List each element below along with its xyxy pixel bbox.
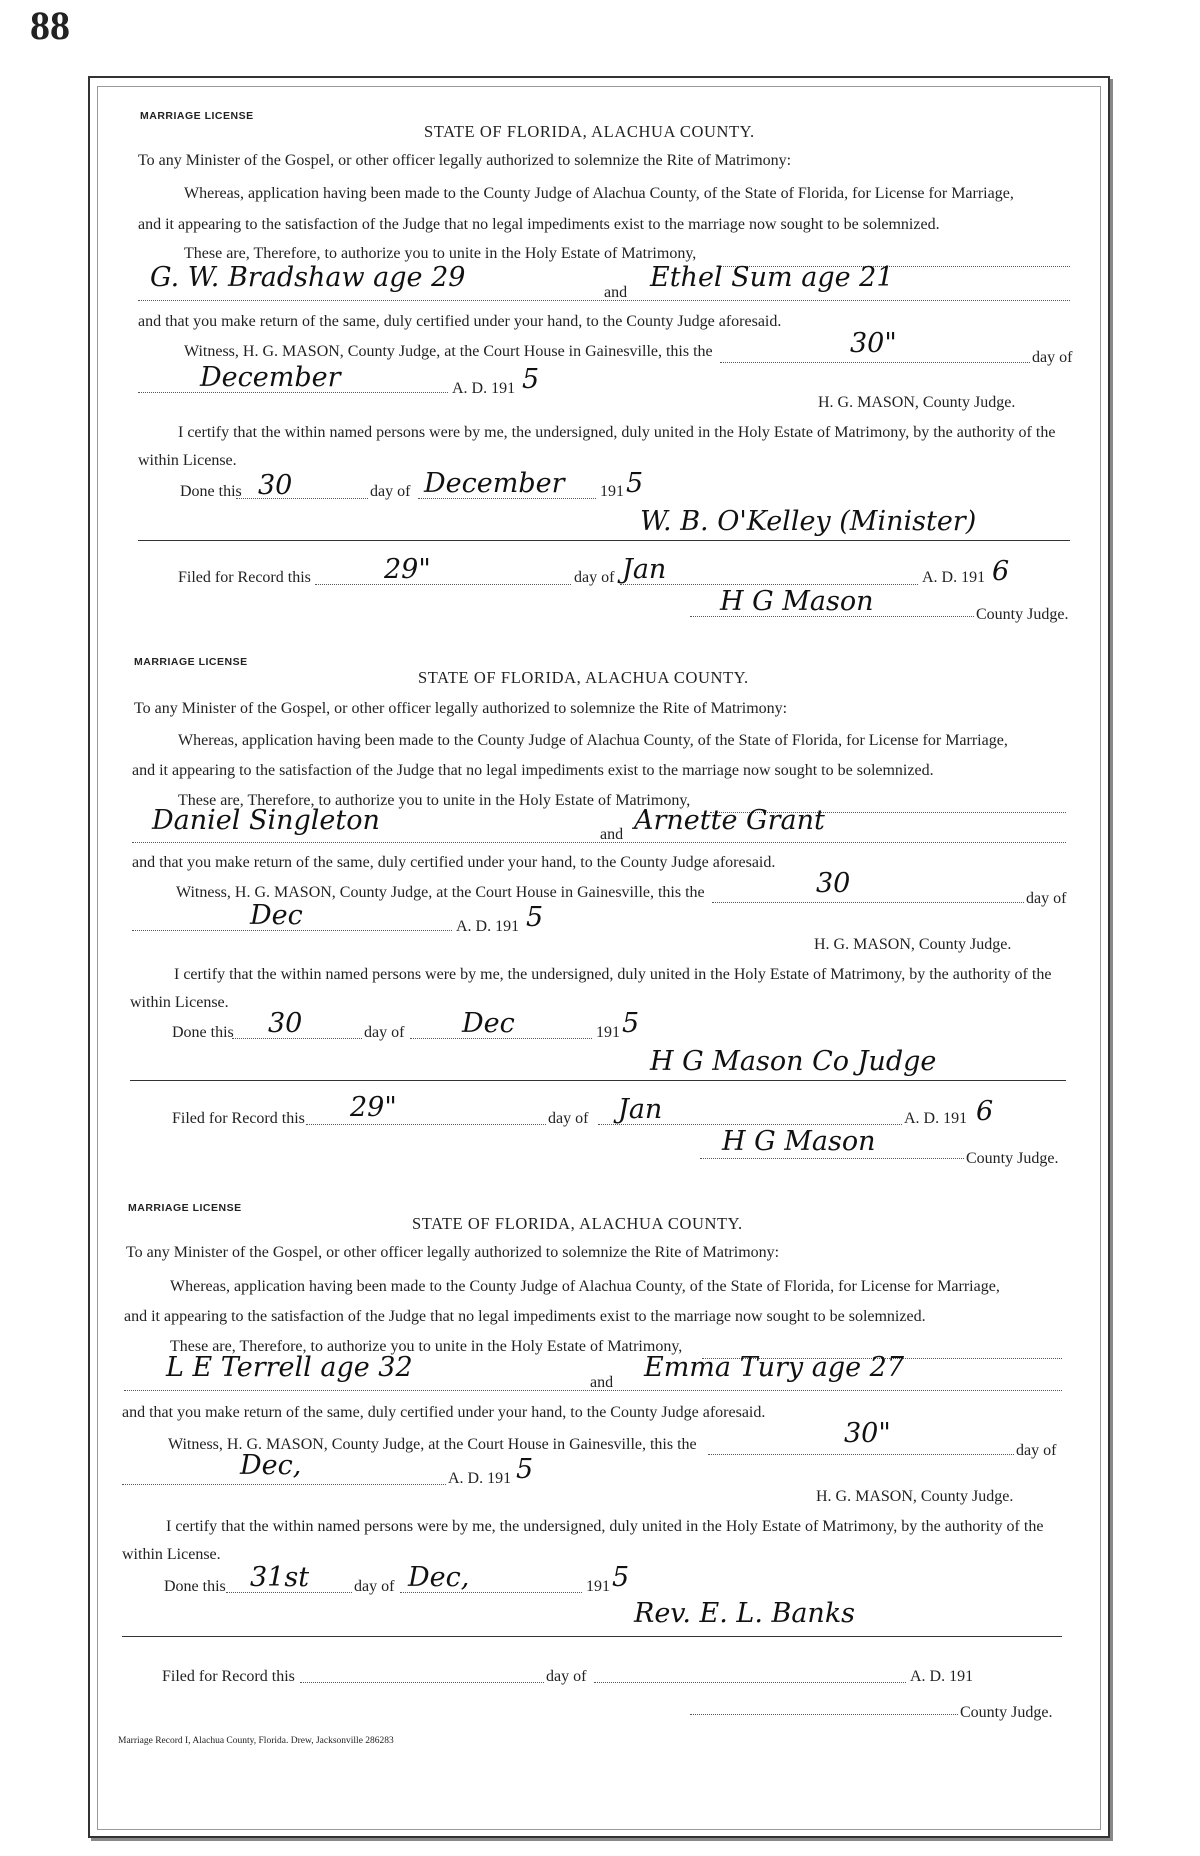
whereas-line-2: and it appearing to the satisfaction of the Judge that no legal impediments exist to the marriage now sought to be solemnized. [138, 216, 940, 233]
certify-line: I certify that the within named persons were by me, the undersigned, duly united in the Holy Estate of Matrimony, by the authority of the [174, 966, 1052, 983]
witness-line: Witness, H. G. MASON, County Judge, at the Court House in Gainesville, this the [168, 1436, 697, 1453]
bride-name: Ethel Sum age 21 [650, 262, 894, 293]
whereas-line-1: Whereas, application having been made to the County Judge of Alachua County, of the State of Florida, for License for Marriage, [178, 732, 1008, 749]
judge-signature-line: H. G. MASON, County Judge. [814, 936, 1012, 953]
witness-day: 30 [816, 868, 851, 899]
authorize-line: These are, Therefore, to authorize you to unite in the Holy Estate of Matrimony, [184, 245, 697, 262]
done-year-label: 191 [596, 1024, 620, 1041]
license-state-heading: STATE OF FLORIDA, ALACHUA COUNTY. [424, 122, 755, 141]
certify-line: I certify that the within named persons were by me, the undersigned, duly united in the Holy Estate of Matrimony, by the authority of the [178, 424, 1056, 441]
to-line: To any Minister of the Gospel, or other officer legally authorized to solemnize the Rite of Matrimony: [138, 152, 792, 169]
done-month: Dec [462, 1008, 515, 1039]
day-of-label: day of [1016, 1442, 1057, 1459]
filed-ad-label: A. D. 191 [904, 1110, 968, 1127]
within-license: within License. [122, 1546, 221, 1563]
witness-year-digit: 5 [522, 364, 540, 395]
filed-month: Jan [618, 1094, 663, 1125]
done-year-digit: 5 [612, 1562, 630, 1593]
filed-year-digit: 6 [992, 556, 1010, 587]
and-label: and [600, 826, 624, 843]
done-day-of-label: day of [364, 1024, 405, 1041]
within-license: within License. [130, 994, 229, 1011]
groom-name: Daniel Singleton [152, 805, 380, 836]
whereas-line-1: Whereas, application having been made to the County Judge of Alachua County, of the State of Florida, for License for Marriage, [184, 185, 1014, 202]
officiant-signature: H G Mason Co Judge [650, 1046, 937, 1077]
license-label: MARRIAGE LICENSE [140, 110, 254, 122]
filed-judge-signature: H G Mason [720, 586, 874, 617]
page-number: 88 [30, 3, 70, 48]
filed-ad-label: A. D. 191 [910, 1668, 974, 1685]
done-this-label: Done this [180, 483, 242, 500]
filed-for-record-label: Filed for Record this [178, 569, 311, 586]
day-of-label: day of [1026, 890, 1067, 907]
whereas-line-2: and it appearing to the satisfaction of the Judge that no legal impediments exist to the marriage now sought to be solemnized. [132, 762, 934, 779]
witness-day: 30" [844, 1418, 891, 1449]
done-this-label: Done this [172, 1024, 234, 1041]
bride-name: Emma Tury age 27 [644, 1352, 905, 1383]
to-line: To any Minister of the Gospel, or other officer legally authorized to solemnize the Rite of Matrimony: [134, 700, 788, 717]
filed-year-digit: 6 [976, 1096, 994, 1127]
whereas-line-2: and it appearing to the satisfaction of the Judge that no legal impediments exist to the marriage now sought to be solemnized. [124, 1308, 926, 1325]
witness-line: Witness, H. G. MASON, County Judge, at the Court House in Gainesville, this the [176, 884, 705, 901]
filed-month: Jan [622, 554, 667, 585]
officiant-signature: W. B. O'Kelley (Minister) [640, 506, 977, 537]
done-day: 30 [258, 470, 293, 501]
ad-label: A. D. 191 [456, 918, 520, 935]
printer-footer: Marriage Record I, Alachua County, Florida. Drew, Jacksonville 286283 [118, 1736, 394, 1746]
county-judge-label: County Judge. [976, 606, 1069, 623]
filed-judge-signature: H G Mason [722, 1126, 876, 1157]
judge-signature-line: H. G. MASON, County Judge. [818, 394, 1016, 411]
whereas-line-1: Whereas, application having been made to the County Judge of Alachua County, of the State of Florida, for License for Marriage, [170, 1278, 1000, 1295]
filed-day: 29" [384, 554, 431, 585]
ad-label: A. D. 191 [452, 380, 516, 397]
authorize-line: These are, Therefore, to authorize you to unite in the Holy Estate of Matrimony, [178, 792, 691, 809]
county-judge-label: County Judge. [960, 1704, 1053, 1721]
witness-year-digit: 5 [516, 1454, 534, 1485]
filed-ad-label: A. D. 191 [922, 569, 986, 586]
groom-name: G. W. Bradshaw age 29 [150, 262, 466, 293]
certify-line: I certify that the within named persons were by me, the undersigned, duly united in the Holy Estate of Matrimony, by the authority of the [166, 1518, 1044, 1535]
filed-for-record-label: Filed for Record this [172, 1110, 305, 1127]
county-judge-label: County Judge. [966, 1150, 1059, 1167]
filed-day: 29" [350, 1092, 397, 1123]
return-line: and that you make return of the same, duly certified under your hand, to the County Judge aforesaid. [132, 854, 776, 871]
witness-month: Dec, [240, 1450, 302, 1481]
done-year-label: 191 [600, 483, 624, 500]
ad-label: A. D. 191 [448, 1470, 512, 1487]
done-day: 31st [250, 1562, 310, 1593]
witness-day: 30" [850, 328, 897, 359]
witness-line: Witness, H. G. MASON, County Judge, at the Court House in Gainesville, this the [184, 343, 713, 360]
filed-day-of-label: day of [548, 1110, 589, 1127]
and-label: and [590, 1374, 614, 1391]
return-line: and that you make return of the same, duly certified under your hand, to the County Judge aforesaid. [122, 1404, 766, 1421]
license-label: MARRIAGE LICENSE [128, 1202, 242, 1214]
done-year-digit: 5 [626, 468, 644, 499]
license-state-heading: STATE OF FLORIDA, ALACHUA COUNTY. [418, 668, 749, 687]
license-label: MARRIAGE LICENSE [134, 656, 248, 668]
filed-for-record-label: Filed for Record this [162, 1668, 295, 1685]
done-day: 30 [268, 1008, 303, 1039]
witness-month: Dec [250, 900, 303, 931]
bride-name: Arnette Grant [634, 805, 825, 836]
to-line: To any Minister of the Gospel, or other officer legally authorized to solemnize the Rite of Matrimony: [126, 1244, 780, 1261]
officiant-signature: Rev. E. L. Banks [634, 1598, 856, 1629]
and-label: and [604, 284, 628, 301]
done-this-label: Done this [164, 1578, 226, 1595]
filed-day-of-label: day of [546, 1668, 587, 1685]
license-state-heading: STATE OF FLORIDA, ALACHUA COUNTY. [412, 1214, 743, 1233]
done-month: December [424, 468, 565, 499]
return-line: and that you make return of the same, duly certified under your hand, to the County Judge aforesaid. [138, 313, 782, 330]
witness-year-digit: 5 [526, 902, 544, 933]
day-of-label: day of [1032, 349, 1073, 366]
groom-name: L E Terrell age 32 [166, 1352, 413, 1383]
done-year-label: 191 [586, 1578, 610, 1595]
within-license: within License. [138, 452, 237, 469]
done-day-of-label: day of [370, 483, 411, 500]
witness-month: December [200, 362, 341, 393]
done-month: Dec, [408, 1562, 470, 1593]
judge-signature-line: H. G. MASON, County Judge. [816, 1488, 1014, 1505]
authorize-line: These are, Therefore, to authorize you to unite in the Holy Estate of Matrimony, [170, 1338, 683, 1355]
done-day-of-label: day of [354, 1578, 395, 1595]
done-year-digit: 5 [622, 1008, 640, 1039]
filed-day-of-label: day of [574, 569, 615, 586]
